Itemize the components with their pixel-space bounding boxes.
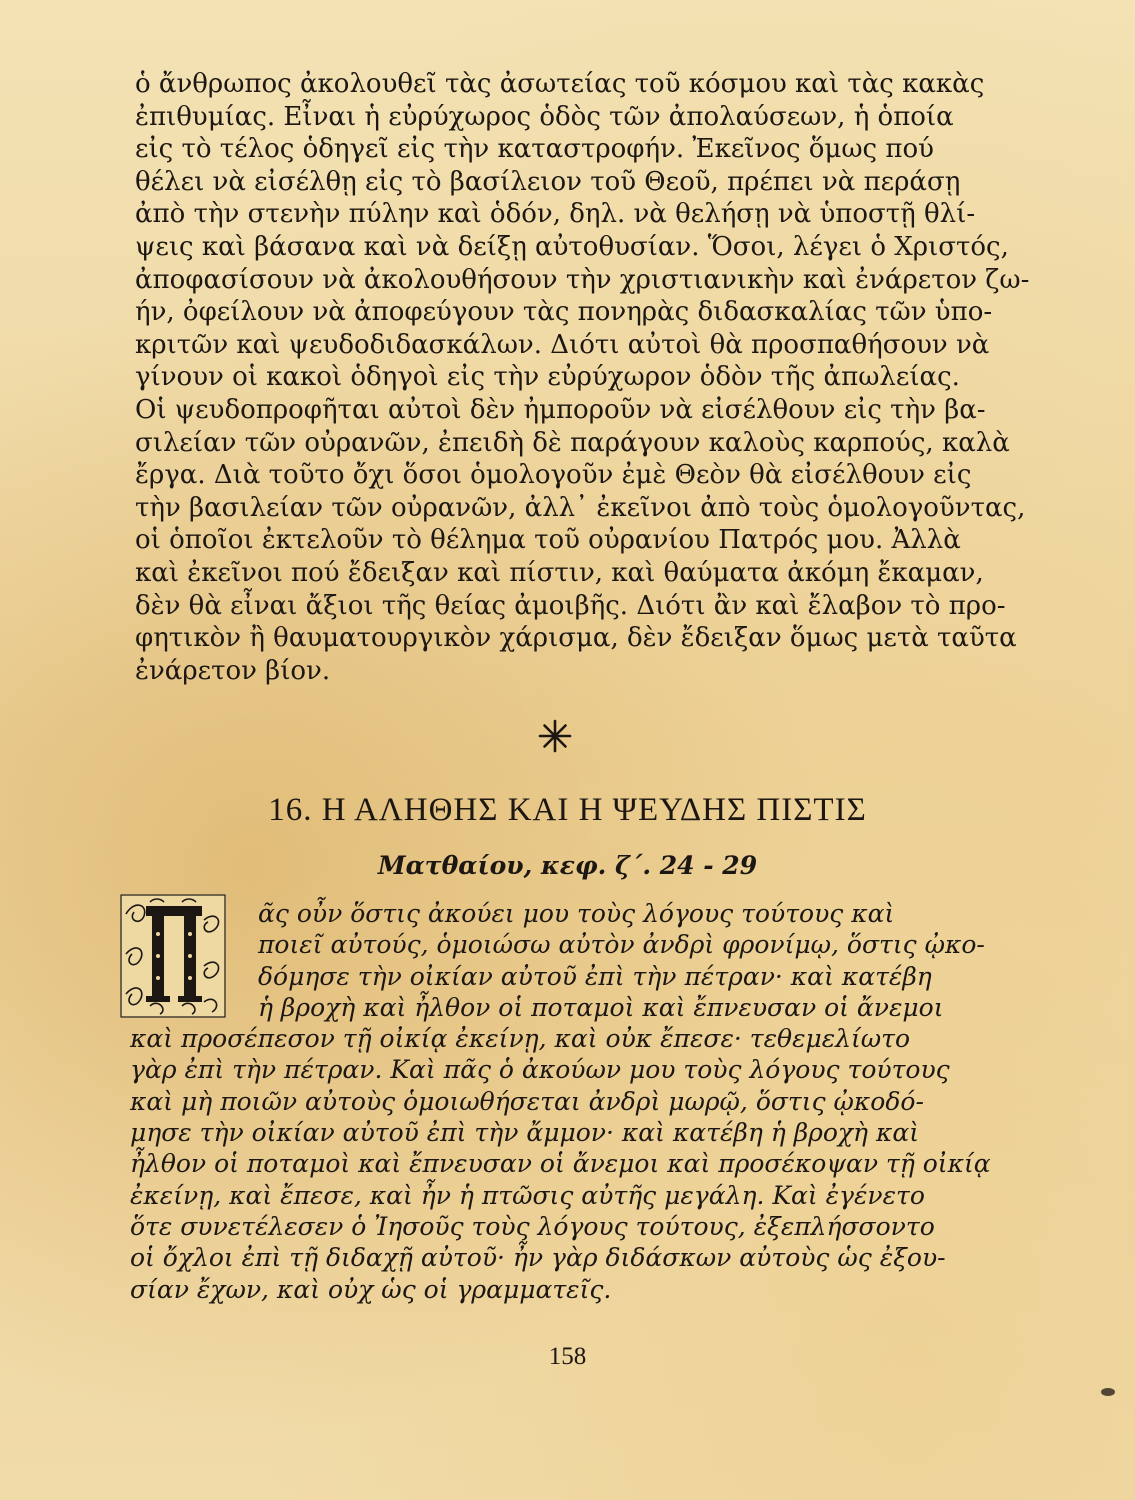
text-line: ὅτε συνετέλεσεν ὁ Ἰησοῦς τοὺς λόγους τούτους, ἐξεπλήσσοντο xyxy=(130,1211,935,1241)
text-line: ψεις καὶ βάσανα καὶ νὰ δείξῃ αὐτοθυσίαν. Ὅσοι, λέγει ὁ Χριστός, xyxy=(135,231,1009,262)
commentary-paragraph xyxy=(135,68,1030,687)
text-line: δὲν θὰ εἶναι ἄξιοι τῆς θείας ἀμοιβῆς. Διότι ἂν καὶ ἔλαβον τὸ προ- xyxy=(135,590,1006,621)
text-line: δόμησε τὴν οἰκίαν αὐτοῦ ἐπὶ τὴν πέτραν· καὶ κατέβη xyxy=(258,961,932,991)
text-line: ἀποφασίσουν νὰ ἀκολουθήσουν τὴν χριστιανικὴν καὶ ἐνάρετον ζω- xyxy=(135,264,1030,295)
text-line: σιλείαν τῶν οὐρανῶν, ἐπειδὴ δὲ παράγουν καλοὺς καρπούς, καλὰ xyxy=(135,427,1010,458)
text-line: ἡ βροχὴ καὶ ἦλθον οἱ ποταμοὶ καὶ ἔπνευσαν οἱ ἄνεμοι xyxy=(258,992,944,1022)
text-line: ήν, ὀφείλουν νὰ ἀποφεύγουν τὰς πονηρὰς διδασκαλίας τῶν ὑπο- xyxy=(135,297,993,328)
text-line: σίαν ἔχων, καὶ οὐχ ὡς οἱ γραμματεῖς. xyxy=(130,1274,612,1304)
text-line: καὶ ἐκεῖνοι πού ἔδειξαν καὶ πίστιν, καὶ θαύματα ἀκόμη ἔκαμαν, xyxy=(135,557,984,588)
text-line: εἰς τὸ τέλος ὁδηγεῖ εἰς τὴν καταστροφήν. Ἐκεῖνος ὅμως πού xyxy=(135,134,934,165)
text-line: γίνουν οἱ κακοὶ ὁδηγοὶ εἰς τὴν εὐρύχωρον ὁδὸν τῆς ἀπωλείας. xyxy=(135,362,960,393)
scripture-passage xyxy=(130,898,992,1305)
page-number: 158 xyxy=(548,1343,587,1370)
text-line: καὶ προσέπεσον τῇ οἰκίᾳ ἐκείνῃ, καὶ οὐκ ἔπεσε· τεθεμελίωτο xyxy=(130,1024,911,1054)
text-line: ἔργα. Διὰ τοῦτο ὄχι ὅσοι ὁμολογοῦν ἐμὲ Θεὸν θὰ εἰσέλθουν εἰς xyxy=(135,460,972,491)
text-line: ἐκείνῃ, καὶ ἔπεσε, καὶ ἦν ἡ πτῶσις αὐτῆς μεγάλη. Καὶ ἐγένετο xyxy=(130,1180,925,1210)
text-line: τὴν βασιλείαν τῶν οὐρανῶν, ἀλλ᾽ ἐκεῖνοι ἀπὸ τοὺς ὁμολογοῦντας, xyxy=(135,492,1026,523)
text-line: ἦλθον οἱ ποταμοὶ καὶ ἔπνευσαν οἱ ἄνεμοι καὶ προσέκοψαν τῇ οἰκίᾳ xyxy=(130,1149,991,1179)
chapter-reference: Ματθαίου, κεφ. ζ΄. 24 - 29 xyxy=(377,851,758,880)
text-line: οἱ ὁποῖοι ἐκτελοῦν τὸ θέλημα τοῦ οὐρανίου Πατρός μου. Ἀλλὰ xyxy=(135,525,961,556)
text-line: γὰρ ἐπὶ τὴν πέτραν. Καὶ πᾶς ὁ ἀκούων μου τοὺς λόγους τούτους xyxy=(130,1055,950,1085)
text-line: ἀπὸ τὴν στενὴν πύλην καὶ ὁδόν, δηλ. νὰ θελήσῃ νὰ ὑποστῇ θλί- xyxy=(135,199,976,230)
text-line: ἐπιθυμίας. Εἶναι ἡ εὐρύχωρος ὁδὸς τῶν ἀπολαύσεων, ἡ ὁποία xyxy=(135,101,954,132)
text-line: οἱ ὄχλοι ἐπὶ τῇ διδαχῇ αὐτοῦ· ἦν γὰρ διδάσκων αὐτοὺς ὡς ἐξου- xyxy=(130,1243,946,1273)
text-line: ὁ ἄνθρωπος ἀκολουθεῖ τὰς ἀσωτείας τοῦ κόσμου καὶ τὰς κακὰς xyxy=(135,69,985,99)
text-line: φητικὸν ἢ θαυματουργικὸν χάρισμα, δὲν ἔδειξαν ὅμως μετὰ ταῦτα xyxy=(135,623,1017,654)
text-line: θέλει νὰ εἰσέλθῃ εἰς τὸ βασίλειον τοῦ Θεοῦ, πρέπει νὰ περάσῃ xyxy=(135,166,961,197)
text-line: ποιεῖ αὐτούς, ὁμοιώσω αὐτὸν ἀνδρὶ φρονίμῳ, ὅστις ᾠκο- xyxy=(258,930,985,960)
asterisk-ornament-icon xyxy=(537,718,573,754)
text-line: κριτῶν καὶ ψευδοδιδασκάλων. Διότι αὐτοὶ θὰ προσπαθήσουν νὰ xyxy=(135,329,990,360)
text-line: μησε τὴν οἰκίαν αὐτοῦ ἐπὶ τὴν ἄμμον· καὶ κατέβη ἡ βροχὴ καὶ xyxy=(130,1118,920,1148)
text-line: Οἱ ψευδοπροφῆται αὐτοὶ δὲν ἠμποροῦν νὰ εἰσέλθουν εἰς τὴν βα- xyxy=(135,394,986,425)
chapter-title: 16. Η ΑΛΗΘΗΣ ΚΑΙ Η ΨΕΥΔΗΣ ΠΙΣΤΙΣ xyxy=(268,792,867,828)
text-line: ᾶς οὖν ὅστις ἀκούει μου τοὺς λόγους τούτους καὶ xyxy=(258,899,895,928)
text-line: καὶ μὴ ποιῶν αὐτοὺς ὁμοιωθήσεται ἀνδρὶ μωρῷ, ὅστις ᾠκοδό- xyxy=(130,1086,924,1116)
smudge-mark-icon xyxy=(1098,1384,1118,1400)
text-line: ἐνάρετον βίον. xyxy=(135,655,331,686)
